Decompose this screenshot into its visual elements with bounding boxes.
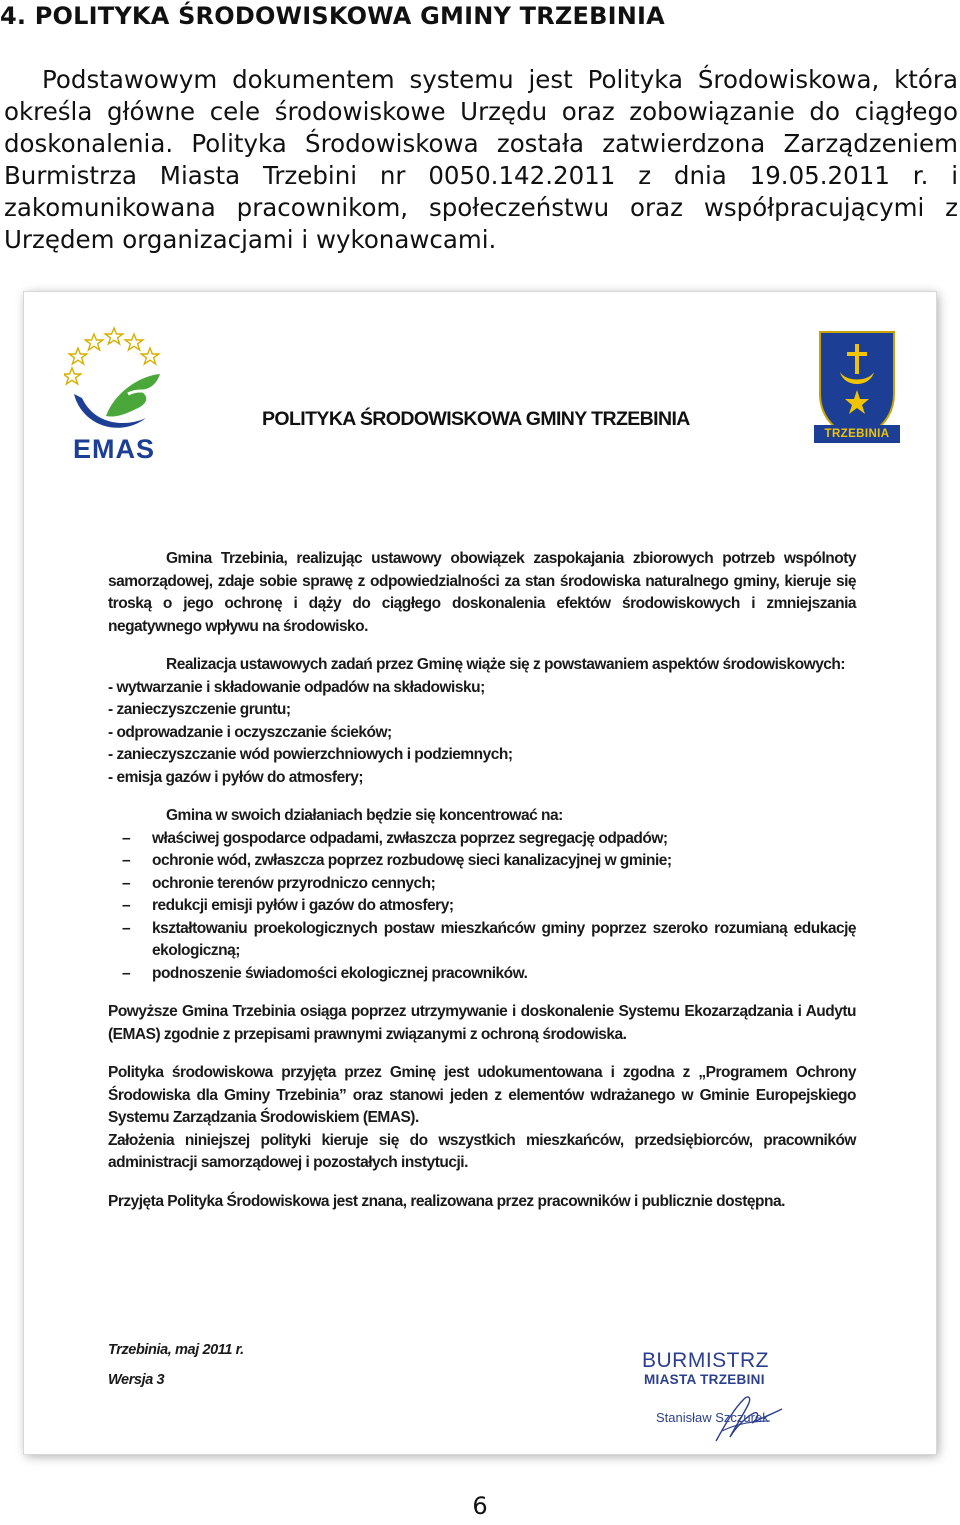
intro-paragraph: Podstawowym dokumentem systemu jest Polityka Środowiskowa, która określa główne cele środowiskowe Urzędu oraz zobowiązanie do ciągłego doskonalenia. Polityka Środowiskowa została zatwierdzona Zarządzeniem Burmistrza Miasta Trzebini nr 0050.142.2011 z dnia 19.05.2011 r. i zakomunikowana pracownikom, społeczeństwu oraz współpracującymi z Urzędem organizacjami i wykonawcami. xyxy=(4,65,958,254)
list-item-text: ochronie wód, zwłaszcza poprzez rozbudowę sieci kanalizacyjnej w gminie; xyxy=(152,852,672,869)
document-paragraph: Gmina Trzebinia, realizując ustawowy obowiązek zaspokajania zbiorowych potrzeb wspólnoty samorządowej, zdaje sobie sprawę z odpowiedzialności za stan środowiska naturalnego gminy, kieruje się troską o jego ochronę i dąży do ciągłego doskonalenia efektów środowiskowych i zmniejszania negatywnego wpływu na środowisko. xyxy=(108,550,856,635)
list-item-text: podnoszenie świadomości ekologicznej pracowników. xyxy=(152,964,528,982)
section-heading: 4. POLITYKA ŚRODOWISKOWA GMINY TRZEBINIA xyxy=(0,2,665,30)
list-item xyxy=(108,963,856,986)
list-item xyxy=(108,873,856,896)
version-label: Wersja 3 xyxy=(108,1372,165,1388)
dash-marker: – xyxy=(122,897,131,914)
stamp-title: BURMISTRZ xyxy=(642,1349,769,1372)
eu-star-icon xyxy=(125,334,143,350)
list-item xyxy=(108,828,856,851)
stamp-name: Stanisław Szczurek xyxy=(656,1410,769,1425)
list-item-text: ochronie terenów przyrodniczo cennych; xyxy=(152,874,436,892)
document-paragraph: Gmina w swoich działaniach będzie się koncentrować na: xyxy=(166,807,563,824)
document-body xyxy=(108,548,856,1229)
handwritten-signature xyxy=(674,1387,794,1447)
list-item-text: właściwej gospodarce odpadami, zwłaszcza poprzez segregację odpadów; xyxy=(152,829,668,847)
page-number: 6 xyxy=(472,1492,488,1520)
place-date: Trzebinia, maj 2011 r. xyxy=(108,1342,244,1358)
aspects-list xyxy=(108,677,856,790)
eu-star-icon xyxy=(85,334,103,350)
document-paragraph: Przyjęta Polityka Środowiskowa jest znana, realizowana przez pracowników i publicznie dostępna. xyxy=(108,1192,785,1210)
list-item-text: kształtowaniu proekologicznych postaw mieszkańców gminy poprzez szeroko rozumianą edukację ekologiczną; xyxy=(152,919,856,959)
document-footer xyxy=(108,1342,244,1388)
dash-marker: – xyxy=(122,874,131,892)
list-item xyxy=(108,918,856,963)
list-item: - odprowadzanie i oczyszczanie ścieków; xyxy=(108,723,392,741)
eu-star-icon xyxy=(69,348,87,364)
crest-caption: TRZEBINIA xyxy=(814,425,900,443)
list-item-text: redukcji emisji pyłów i gazów do atmosfery; xyxy=(152,897,454,914)
eu-star-icon xyxy=(141,348,159,364)
list-item: - emisja gazów i pyłów do atmosfery; xyxy=(108,768,364,786)
dash-marker: – xyxy=(122,829,131,847)
document-paragraph: Polityka środowiskowa przyjęta przez Gminę jest udokumentowana i zgodna z „Programem Ochrony Środowiska dla Gminy Trzebinia” oraz stanowi jeden z elementów wdrażanego w Gminie Europejskiego Systemu Zarządzania Środowiskiem (EMAS). xyxy=(108,1064,856,1126)
cross-icon xyxy=(855,344,859,374)
emas-logo-text: EMAS xyxy=(72,434,155,464)
eu-star-icon xyxy=(64,368,81,384)
list-item xyxy=(108,850,856,873)
list-item: - zanieczyszczenie gruntu; xyxy=(108,701,291,718)
document-paragraph: Założenia niniejszej polityki kieruje się do wszystkich mieszkańców, przedsiębiorców, pracowników administracji samorządowej i pozostałych instytucji. xyxy=(108,1131,856,1171)
dash-marker: – xyxy=(122,964,131,982)
document-title: POLITYKA ŚRODOWISKOWA GMINY TRZEBINIA xyxy=(262,408,690,430)
document-paragraph: Powyższe Gmina Trzebinia osiąga poprzez utrzymywanie i doskonalenie Systemu Ekozarządzania i Audytu (EMAS) zgodnie z przepisami prawnymi związanymi z ochroną środowiska. xyxy=(108,1003,856,1043)
eu-star-icon xyxy=(105,328,123,344)
list-item xyxy=(108,895,856,918)
policy-document-scan xyxy=(24,292,936,1454)
document-paragraph: Realizacja ustawowych zadań przez Gminę wiąże się z powstawaniem aspektów środowiskowych: xyxy=(166,656,846,673)
dash-marker: – xyxy=(122,919,131,937)
focus-list xyxy=(108,828,856,986)
stamp-subtitle: MIASTA TRZEBINI xyxy=(644,1372,765,1387)
list-item: - wytwarzanie i składowanie odpadów na składowisku; xyxy=(108,678,485,696)
list-item: - zanieczyszczanie wód powierzchniowych i podziemnych; xyxy=(108,746,513,763)
dash-marker: – xyxy=(122,852,131,869)
